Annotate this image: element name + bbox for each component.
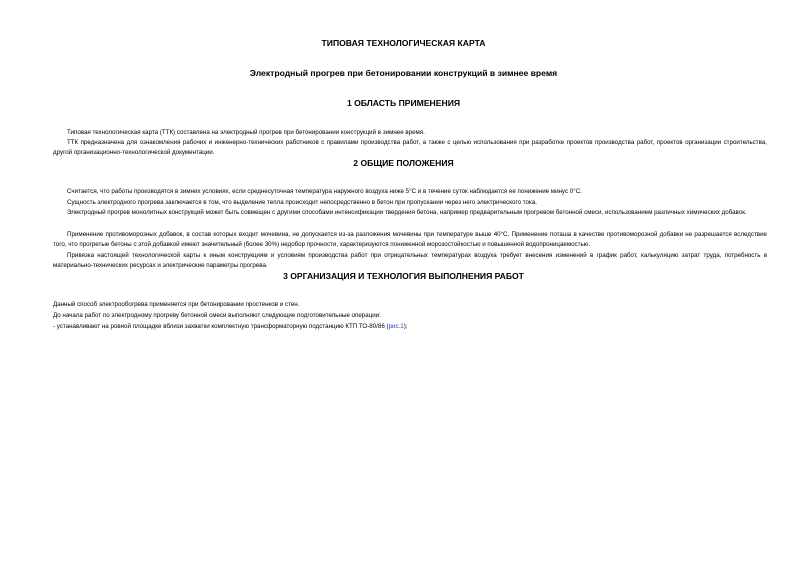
- figure-1-link[interactable]: рис.1: [388, 323, 404, 330]
- section-2-paragraph-4: Применение противоморозных добавок, в состав которых входит мочевина, не допускается из-за разложения мочевины при температуре выше 40°С. Применение поташа в качестве противоморозной добавки не разрешается вследствие того, что прогретые бетоны с этой добавкой имеют значительный (более 30%) недобор прочности, характеризуются пониженной морозостойкостью и повышенной водопроницаемостью.: [53, 231, 767, 248]
- section-1-heading: 1 ОБЛАСТЬ ПРИМЕНЕНИЯ: [346, 98, 461, 108]
- section-3-heading: 3 ОРГАНИЗАЦИЯ И ТЕХНОЛОГИЯ ВЫПОЛНЕНИЯ РАБОТ: [283, 271, 524, 281]
- section-2-heading: 2 ОБЩИЕ ПОЛОЖЕНИЯ: [353, 158, 454, 168]
- document-title: ТИПОВАЯ ТЕХНОЛОГИЧЕСКАЯ КАРТА: [321, 38, 486, 48]
- list-item-suffix: );: [403, 323, 408, 330]
- section-2-paragraph-2: Сущность электродного прогрева заключается в том, что выделение тепла происходит непосредственно в бетон при пропускании через него электрического тока.: [67, 199, 537, 206]
- section-1-paragraph-1: Типовая технологическая карта (ТТК) составлена на электродный прогрев при бетонировании конструкций в зимнее время.: [67, 129, 425, 136]
- section-2-paragraph-5: Привязка настоящей технологической карты к иным конструкциям и условиям производства работ при отрицательных температурах воздуха требует внесения изменений в график работ, калькуляцию затрат труда, потребность в материально-технических ресурсах и электрические параметры прогрева.: [53, 252, 767, 269]
- list-item-text: - устанавливают на ровной площадке вблизи захватки комплектную трансформаторную подстанцию КТП ТО-80/86 (: [53, 323, 389, 330]
- section-3-list-item: [53, 322, 767, 332]
- section-3-paragraph-1: Данный способ электрообогрева применяется при бетонировании простенков и стен.: [53, 301, 300, 308]
- document-subtitle: Электродный прогрев при бетонировании конструкций в зимнее время: [249, 68, 558, 78]
- section-2-paragraph-3: Электродный прогрев монолитных конструкций может быть совмещен с другими способами интенсификации твердения бетона, например предварительным прогревом бетонной смеси, использованием различных химических добавок.: [67, 209, 747, 216]
- section-3-paragraph-2: До начала работ по электродному прогреву бетонной смеси выполняют следующие подготовительные операции:: [53, 312, 381, 319]
- section-2-paragraph-1: Считается, что работы производятся в зимних условиях, если среднесуточная температура наружного воздуха ниже 5°С и в течение суток наблюдается ее понижение минус 0°С.: [67, 188, 582, 195]
- section-1-paragraph-2: ТТК предназначена для ознакомления рабочих и инженерно-технических работников с правилами производства работ, а также с целью использования при разработке проектов производства работ, проектов организации строительства, другой организационно-технологической документации.: [53, 139, 767, 156]
